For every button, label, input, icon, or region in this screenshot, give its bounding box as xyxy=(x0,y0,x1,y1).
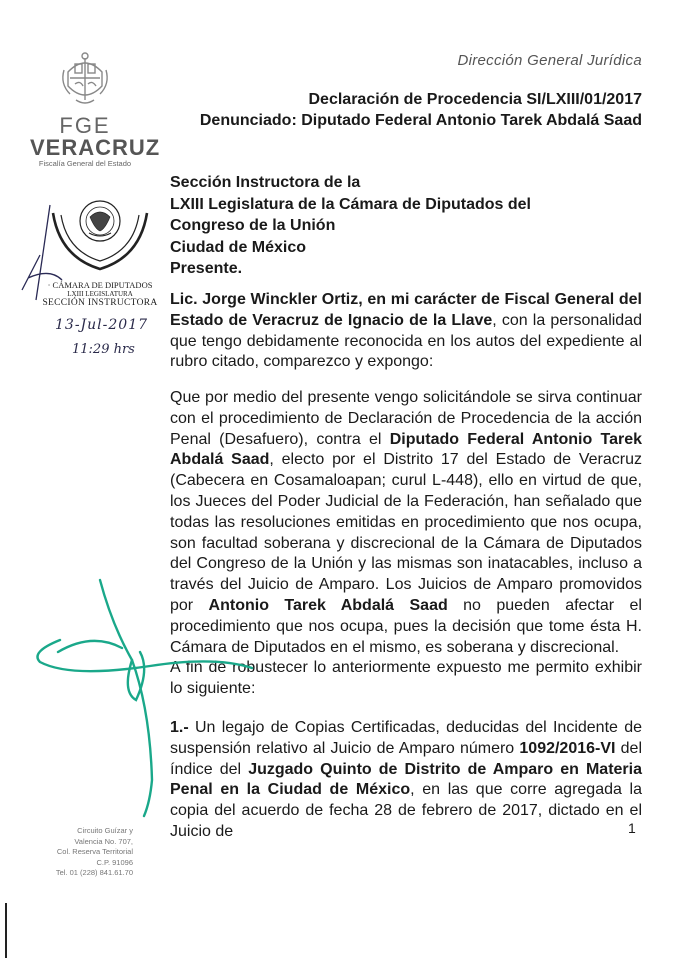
stamp-line-2: LXIII LEGISLATURA xyxy=(67,290,133,298)
address-line-4: C.P. 91096 xyxy=(96,857,133,867)
addressee-block xyxy=(170,172,630,280)
office-address xyxy=(20,826,133,879)
reference-line-1: Declaración de Procedencia SI/LXIII/01/2017 xyxy=(308,91,642,108)
request-text-a: Que por medio del presente vengo solicitándole se sirva continuar con el procedimiento de Declaración de Procedencia de la acción Penal (Desafuero), contra el xyxy=(170,389,642,448)
fge-logo xyxy=(30,50,161,168)
coat-of-arms-icon xyxy=(58,50,112,108)
addressee-line-4: Ciudad de México xyxy=(170,238,307,256)
intro-bold: Lic. Jorge Winckler Ortiz, en mi carácter de Fiscal General del Estado de Veracruz de Ignacio de la Llave xyxy=(170,291,642,329)
scan-edge-mark xyxy=(5,903,7,958)
stamp-date: 13-Jul-2017 xyxy=(55,317,149,333)
address-line-1: Circuito Guízar y xyxy=(77,826,133,835)
addressee-line-3: Congreso de la Unión xyxy=(170,217,336,234)
logo-acronym: FGE xyxy=(59,113,111,138)
received-stamp xyxy=(20,195,180,309)
request-bold-d: Antonio Tarek Abdalá Saad xyxy=(208,596,448,614)
request-text-e: no pueden afectar el procedimiento que nos ocupa, pues la decisión que tome ésta H. Cámara de Diputados en el mismo, es soberana y discrecional. xyxy=(170,596,642,656)
address-line-3: Col. Reserva Territorial xyxy=(56,847,133,856)
item-number: 1.- xyxy=(170,719,189,736)
intro-paragraph xyxy=(170,290,642,373)
department-name: Dirección General Jurídica xyxy=(457,52,642,69)
address-line-5: Tel. 01 (228) 841.61.70 xyxy=(55,868,133,877)
request-text-c: , electo por el Distrito 17 del Estado de Veracruz (Cabecera en Cosamaloapan; curul L-448), ello en virtud de que, los Jueces del Poder Judicial de la Federación, han señalado que todas las resoluciones emitidas en procedimiento que nos ocupa, son facultad soberana y discrecional de la Cámara de Diputados del Congreso de la Unión y las mismas son inatacables, incluso a través del Juicio de Amparo. Los Juicios de Amparo promovidos por xyxy=(170,451,643,614)
stamp-line-3: SECCIÓN INSTRUCTORA xyxy=(42,298,158,308)
logo-subtitle: Fiscalía General del Estado xyxy=(38,159,132,168)
logo-state: VERACRUZ xyxy=(30,135,161,160)
address-line-2: Valencia No. 707, xyxy=(74,836,133,846)
item-text-a: Un legajo de Copias Certificadas, deducidas del Incidente de suspensión relativo al Juicio de Amparo número xyxy=(170,719,642,757)
green-signature xyxy=(0,540,260,820)
reference-line-2: Denunciado: Diputado Federal Antonio Tarek Abdalá Saad xyxy=(199,112,642,129)
evidence-intro-paragraph: A fin de robustecer lo anteriormente expuesto me permito exhibir lo siguiente: xyxy=(170,659,642,697)
item-bold-d: Juzgado Quinto de Distrito de Amparo en Materia Penal en la Ciudad de México xyxy=(170,760,642,799)
addressee-line-1: Sección Instructora de la xyxy=(170,174,361,191)
item-text-c: del índice del xyxy=(170,739,643,778)
page-number: 1 xyxy=(628,820,636,836)
stamp-line-1: · CÁMARA DE DIPUTADOS xyxy=(47,280,153,290)
request-bold-b: Diputado Federal Antonio Tarek Abdalá Saad xyxy=(170,430,643,469)
addressee-line-2: LXIII Legislatura de la Cámara de Diputados del xyxy=(170,195,531,213)
intro-rest: , con la personalidad que tengo debidamente reconocida en los autos del expediente al rubro citado, comparezco y expongo: xyxy=(170,311,643,371)
addressee-line-5: Presente. xyxy=(170,260,243,277)
item-text-e: , en las que corre agregada la copia del acuerdo de fecha 28 de febrero de 2017, dictado en el Juicio de xyxy=(170,781,643,840)
stamp-time: 11:29 hrs xyxy=(72,342,135,357)
item-bold-b: 1092/2016-VI xyxy=(519,739,616,757)
eagle-seal-icon xyxy=(45,195,155,273)
